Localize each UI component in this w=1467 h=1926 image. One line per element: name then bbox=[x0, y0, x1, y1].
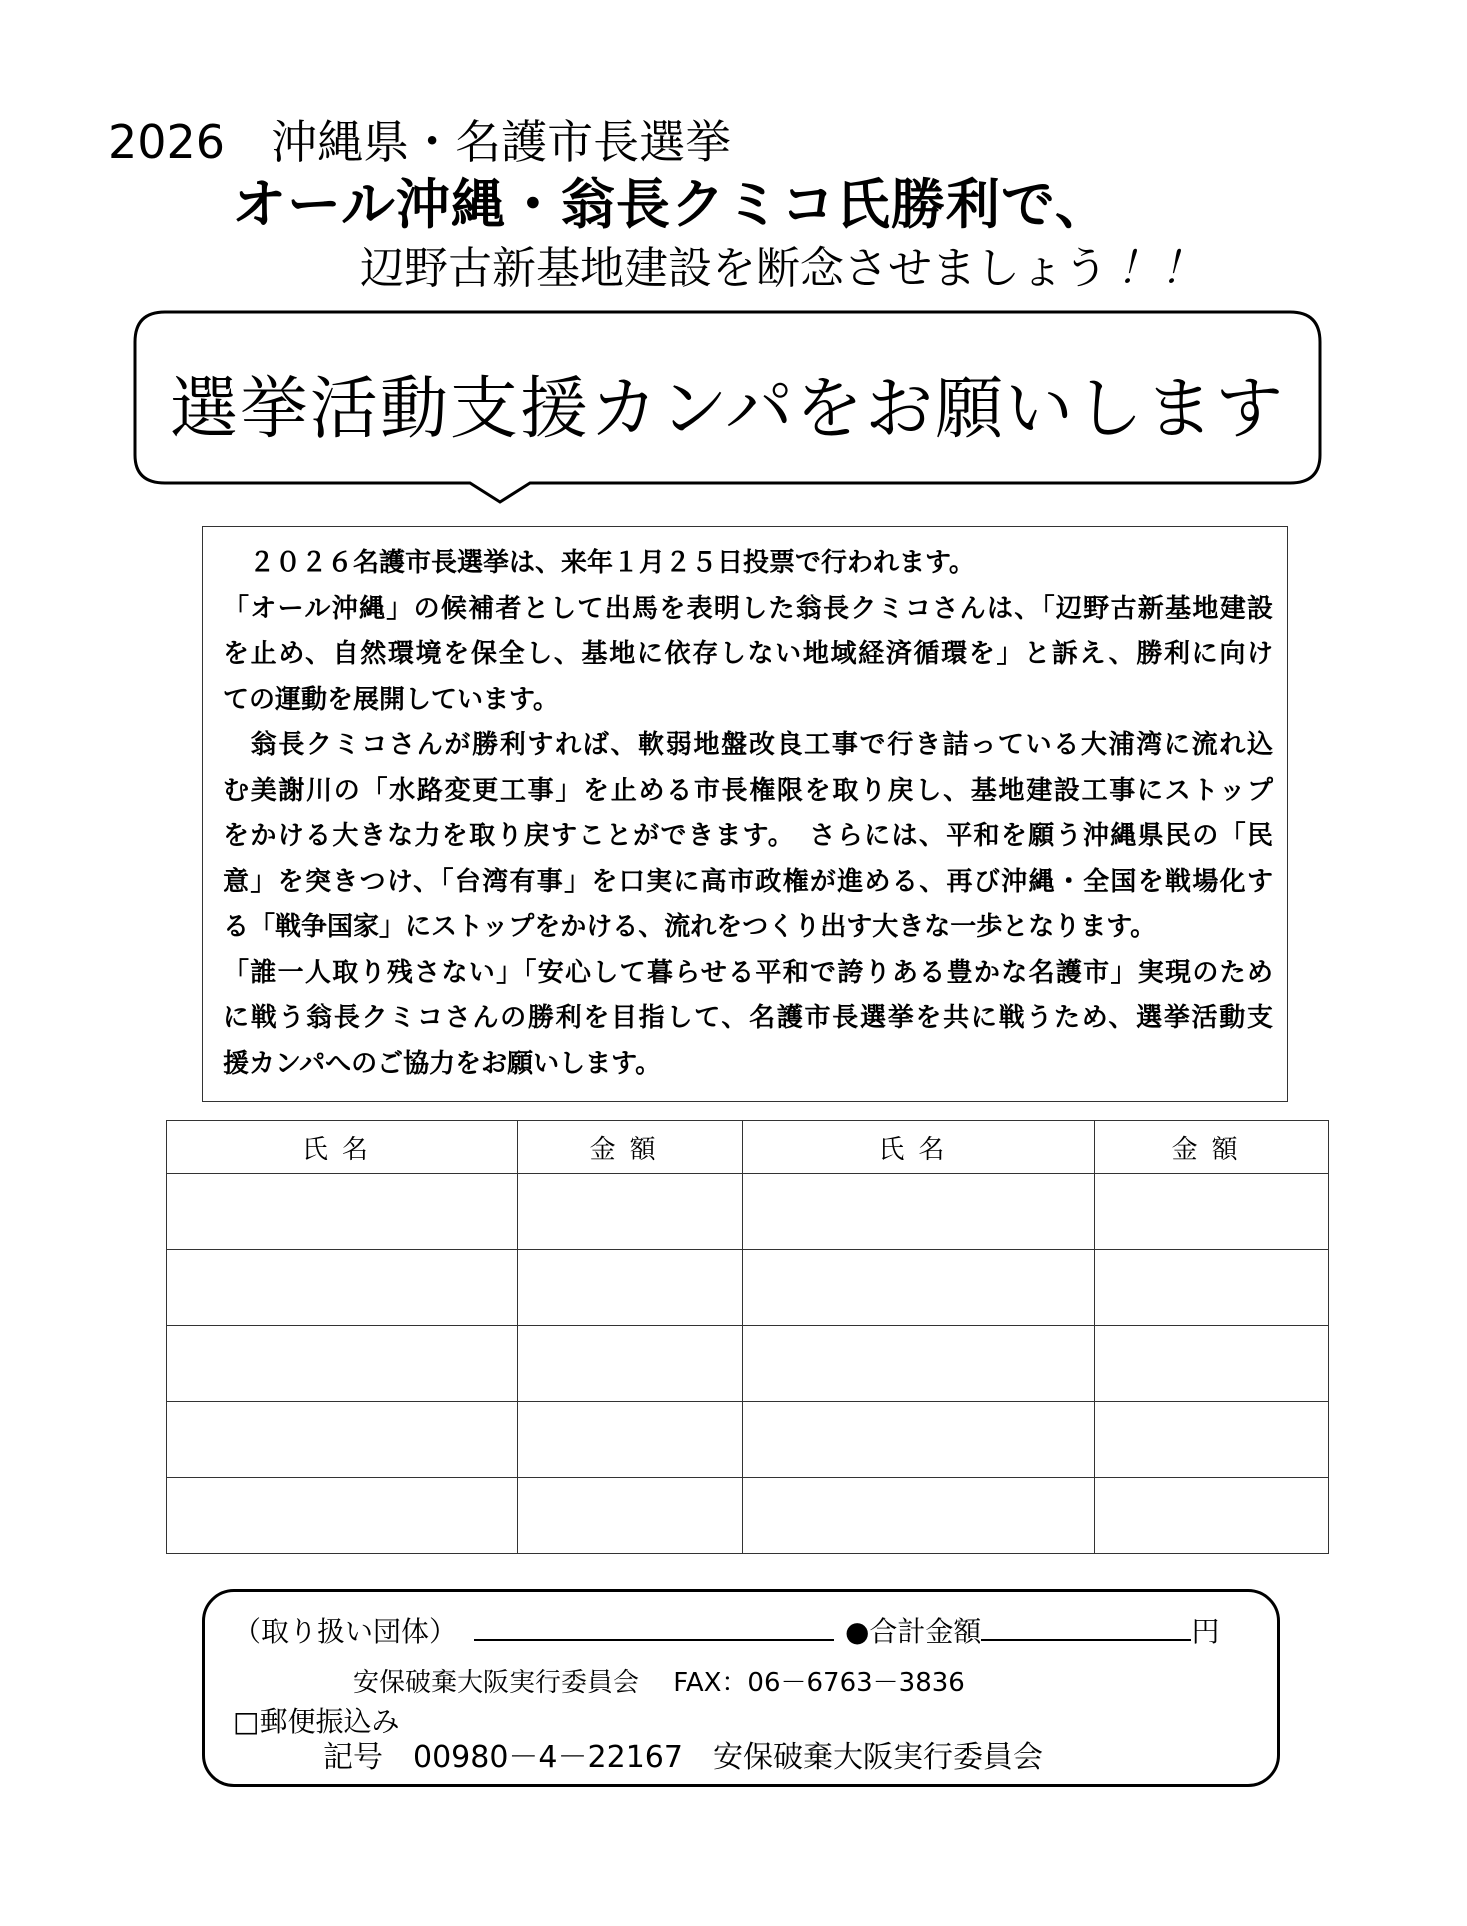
amount-cell[interactable] bbox=[1095, 1174, 1329, 1250]
name-cell[interactable] bbox=[167, 1326, 518, 1402]
appeal-line: を止め、自然環境を保全し、基地に依存しない地域経済循環を」と訴え、勝利に向け bbox=[223, 639, 1273, 669]
org-label: （取り扱い団体） bbox=[233, 1615, 458, 1648]
total-row bbox=[845, 1610, 1219, 1650]
appeal-line: る「戦争国家」にストップをかける、流れをつくり出す大きな一歩となります。 bbox=[223, 912, 1157, 942]
amount-cell[interactable] bbox=[517, 1326, 742, 1402]
amount-cell[interactable] bbox=[1095, 1326, 1329, 1402]
table-header-row bbox=[167, 1121, 1329, 1174]
header-amount: 金額 bbox=[1095, 1121, 1329, 1174]
account-number: 記号 00980－4－22167 安保破棄大阪実行委員会 bbox=[323, 1740, 1043, 1775]
name-cell[interactable] bbox=[167, 1174, 518, 1250]
appeal-line: 「誰一人取り残さない」「安心して暮らせる平和で誇りある豊かな名護市」実現のため bbox=[223, 957, 1273, 988]
table-row bbox=[167, 1250, 1329, 1326]
header-name: 氏名 bbox=[167, 1121, 518, 1174]
table-row bbox=[167, 1402, 1329, 1478]
name-cell[interactable] bbox=[742, 1478, 1095, 1554]
exclamation: ！！ bbox=[1116, 243, 1204, 294]
bubble-text: 選挙活動支援カンパをお願いします bbox=[169, 370, 1286, 449]
appeal-line: ２０２６名護市長選挙は、来年１月２５日投票で行われます。 bbox=[223, 548, 975, 578]
yen-label: 円 bbox=[1191, 1615, 1220, 1648]
name-cell[interactable] bbox=[742, 1174, 1095, 1250]
amount-cell[interactable] bbox=[517, 1250, 742, 1326]
footer-box bbox=[202, 1589, 1280, 1787]
appeal-line: をかける大きな力を取り戻すことができます。 さらには、平和を願う沖縄県民の「民 bbox=[223, 821, 1273, 851]
appeal-line: ての運動を展開しています。 bbox=[223, 684, 559, 715]
amount-cell[interactable] bbox=[517, 1174, 742, 1250]
appeal-line: 翁長クミコさんが勝利すれば、軟弱地盤改良工事で行き詰っている大浦湾に流れ込 bbox=[223, 730, 1273, 760]
header-name: 氏名 bbox=[742, 1121, 1095, 1174]
table-row bbox=[167, 1174, 1329, 1250]
table-row bbox=[167, 1478, 1329, 1554]
total-label: ●合計金額 bbox=[845, 1615, 982, 1648]
name-cell[interactable] bbox=[167, 1478, 518, 1554]
appeal-line: に戦う翁長クミコさんの勝利を目指して、名護市長選挙を共に戦うため、選挙活動支 bbox=[223, 1003, 1273, 1033]
postal-transfer-label: □郵便振込み bbox=[233, 1705, 400, 1738]
amount-cell[interactable] bbox=[517, 1478, 742, 1554]
name-cell[interactable] bbox=[742, 1402, 1095, 1478]
appeal-line: 「オール沖縄」の候補者として出馬を表明した翁長クミコさんは、「辺野古新基地建設 bbox=[223, 593, 1273, 624]
donation-table bbox=[166, 1120, 1329, 1554]
amount-cell[interactable] bbox=[517, 1402, 742, 1478]
appeal-text-box bbox=[202, 526, 1288, 1102]
org-row bbox=[233, 1610, 834, 1650]
appeal-line: 意」を突きつけ、「台湾有事」を口実に高市政権が進める、再び沖縄・全国を戦場化す bbox=[223, 866, 1273, 897]
header-amount: 金額 bbox=[517, 1121, 742, 1174]
name-cell[interactable] bbox=[742, 1326, 1095, 1402]
name-cell[interactable] bbox=[167, 1402, 518, 1478]
amount-cell[interactable] bbox=[1095, 1478, 1329, 1554]
amount-cell[interactable] bbox=[1095, 1250, 1329, 1326]
table-row bbox=[167, 1326, 1329, 1402]
name-cell[interactable] bbox=[742, 1250, 1095, 1326]
amount-cell[interactable] bbox=[1095, 1402, 1329, 1478]
org-field[interactable] bbox=[474, 1613, 834, 1641]
committee-fax: 安保破棄大阪実行委員会 FAX：06－6763－3836 bbox=[353, 1668, 965, 1698]
election-title: 2026 沖縄県・名護市長選挙 bbox=[108, 115, 732, 169]
appeal-line: む美謝川の「水路変更工事」を止める市長権限を取り戻し、基地建設工事にストップ bbox=[223, 775, 1273, 806]
headline: オール沖縄・翁長クミコ氏勝利で、 bbox=[232, 173, 1110, 236]
name-cell[interactable] bbox=[167, 1250, 518, 1326]
subheadline-text: 辺野古新基地建設を断念させましょう bbox=[360, 243, 1108, 294]
appeal-line: 援カンパへのご協力をお願いします。 bbox=[223, 1048, 662, 1079]
total-field[interactable] bbox=[981, 1613, 1191, 1641]
